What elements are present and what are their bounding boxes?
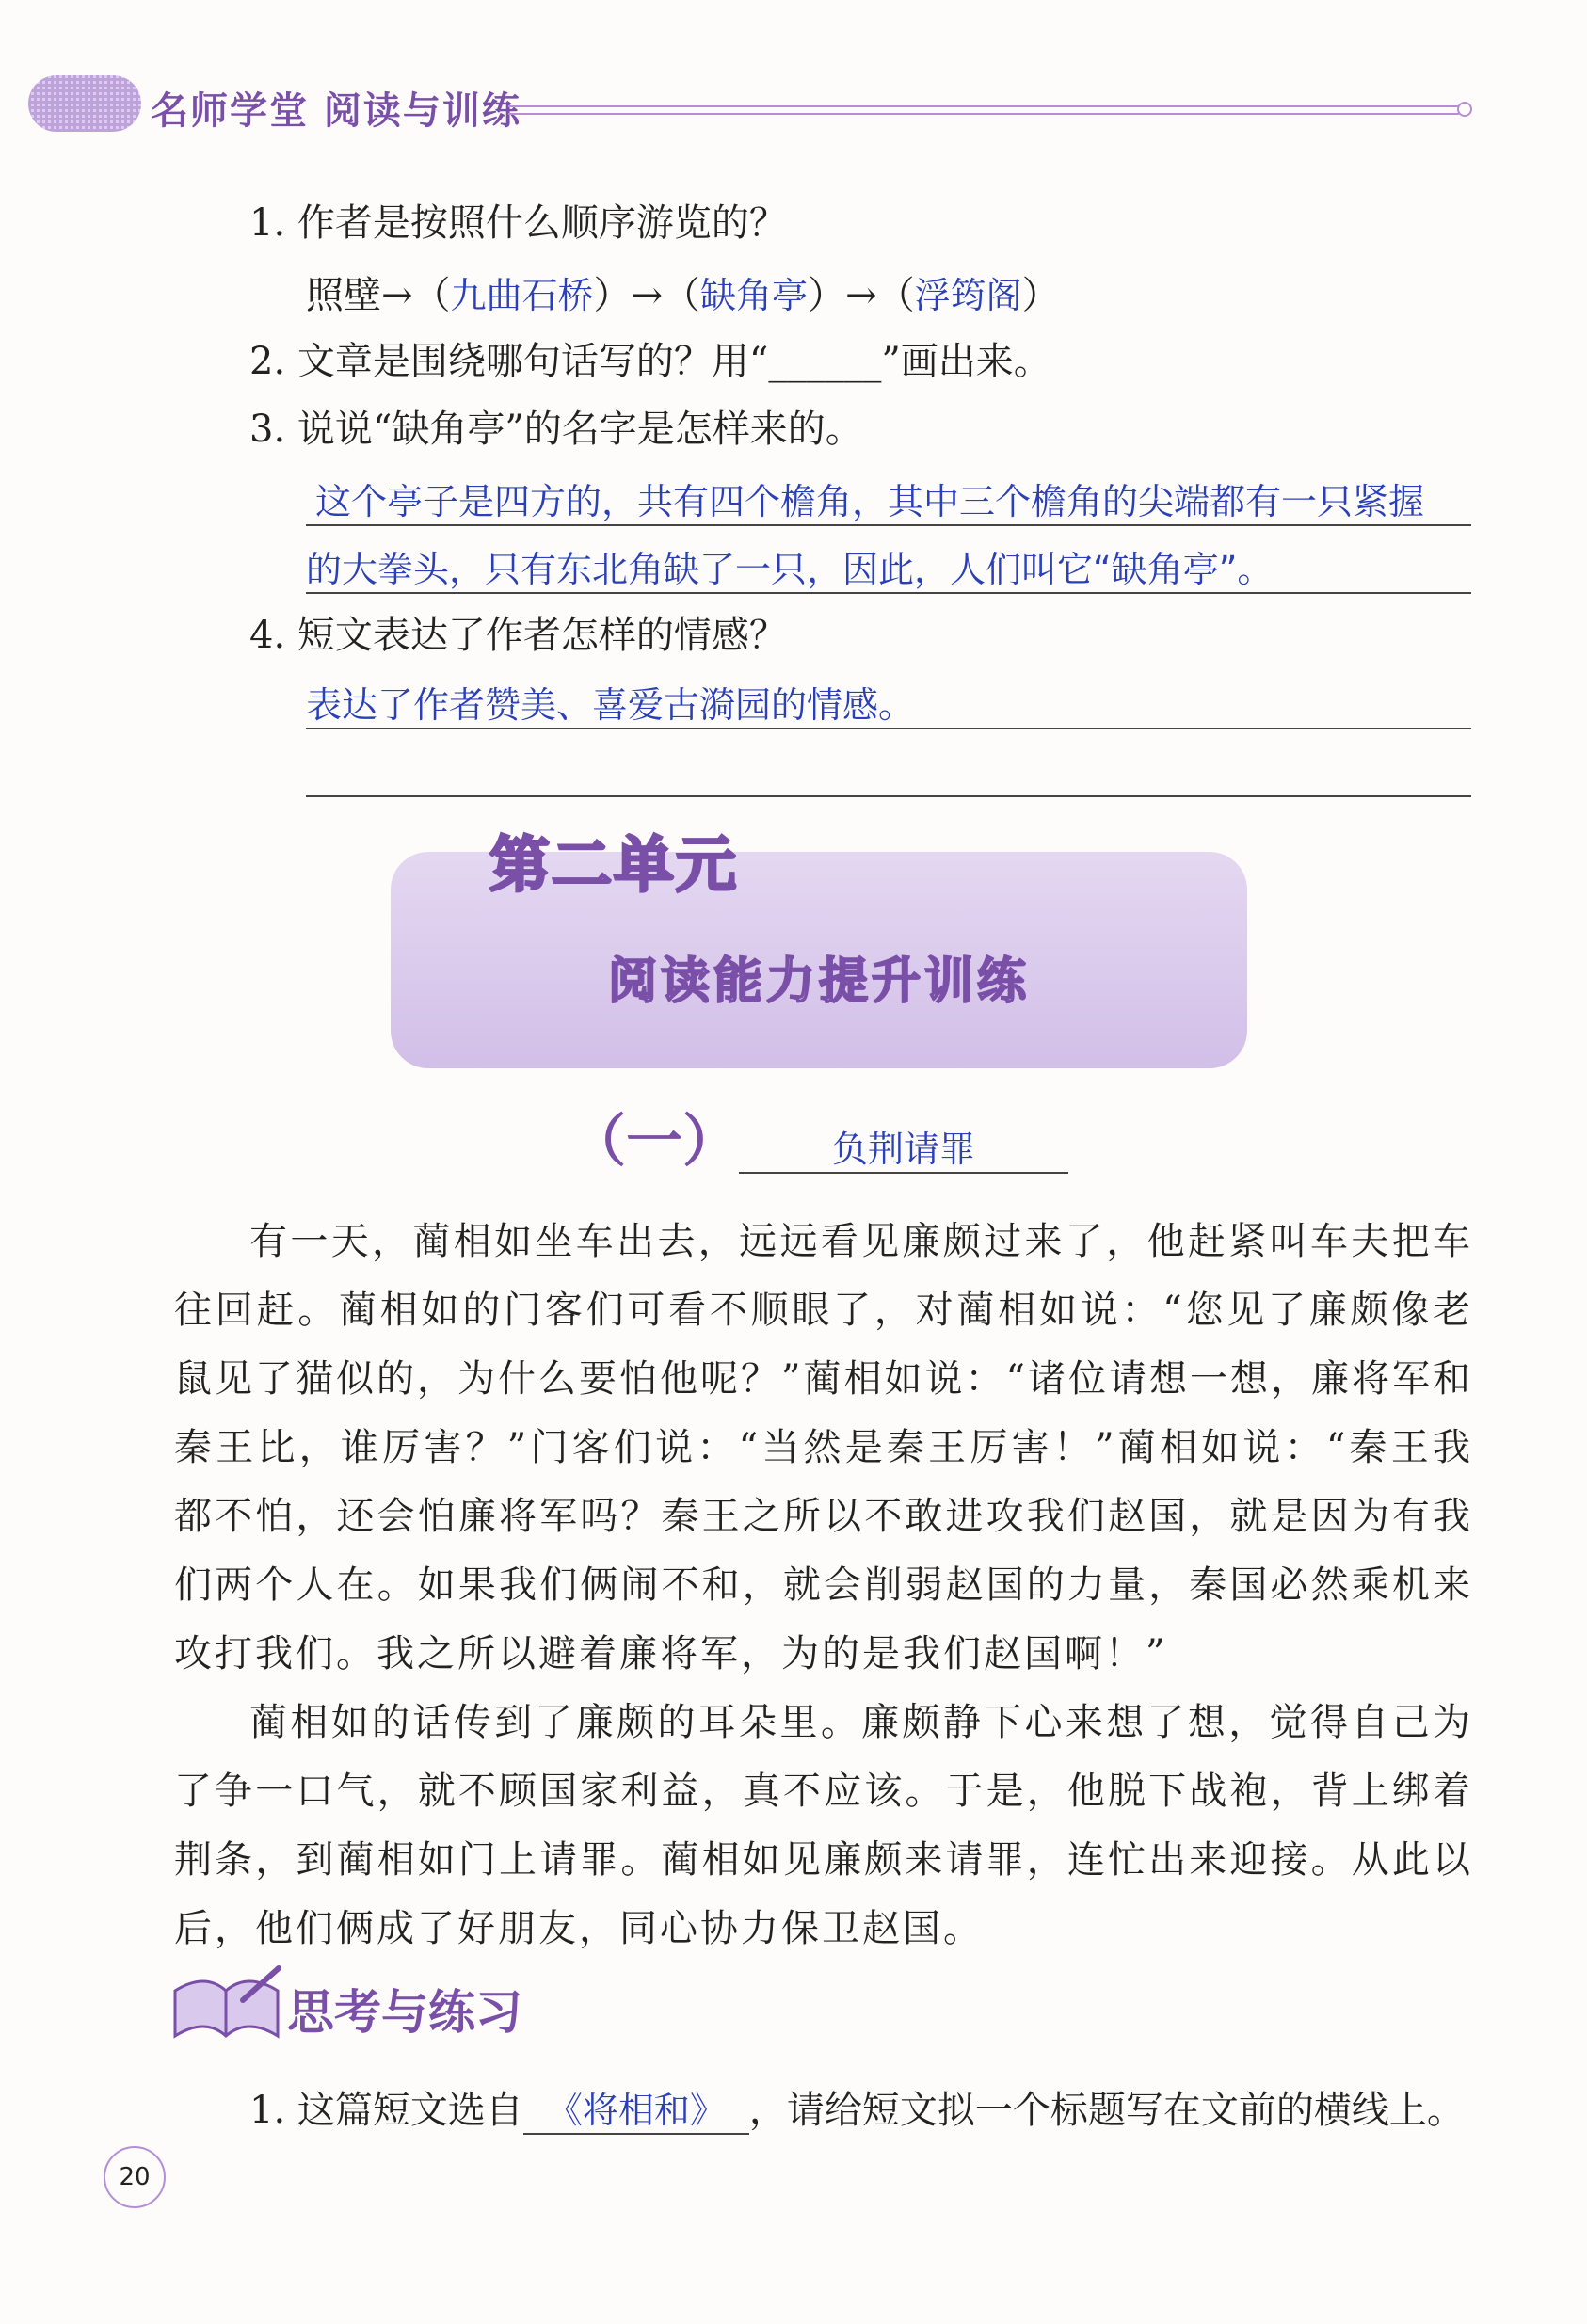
q1-suffix: ） — [1021, 274, 1060, 317]
passage-paragraph-2: 蔺相如的话传到了廉颇的耳朵里。廉颇静下心来想了想，觉得自己为了争一口气，就不顾国家利益，真不应该。于是，他脱下战袍，背上绑着荆条，到蔺相如门上请罪。蔺相如见廉颇来请罪，连忙出来迎接。从此以后，他们俩成了好朋友，同心协力保卫赵国。 — [174, 1701, 1473, 1950]
practice-title: 思考与练习 — [287, 1985, 522, 2040]
practice-q1-answer: 《将相和》 — [523, 2088, 749, 2135]
q1-answer-3: 浮筠阁 — [914, 275, 1022, 316]
practice-q1-suffix: ，请给短文拟一个标题写在文前的横线上。 — [748, 2089, 1465, 2132]
question-4-answer: 表达了作者赞美、喜爱古漪园的情感。 — [306, 684, 915, 726]
page-number: 20 — [104, 2146, 166, 2208]
q1-mid-2: ）→（ — [808, 274, 915, 317]
q1-prefix: 照壁→（ — [306, 274, 451, 317]
notebook-icon — [168, 1963, 285, 2043]
header-rule — [508, 105, 1459, 115]
question-3-answer-line-1: 这个亭子是四方的，共有四个檐角，其中三个檐角的尖端都有一只紧握 — [315, 481, 1425, 522]
section-title: 负荆请罪 — [831, 1129, 975, 1170]
passage-paragraph-1: 有一天，蔺相如坐车出去，远远看见廉颇过来了，他赶紧叫车夫把车往回赶。蔺相如的门客们可看不顺眼了，对蔺相如说：“您见了廉颇像老鼠见了猫似的，为什么要怕他呢？”蔺相如说：“诸位请想一想，廉将军和秦王比，谁厉害？”门客们说：“当然是秦王厉害！”蔺相如说：“秦王我都不怕，还会怕廉将军吗？秦王之所以不敢进攻我们赵国，就是因为有我们两个人在。如果我们俩闹不和，就会削弱赵国的力量，秦国必然乘机来攻打我们。我之所以避着廉将军，为的是我们赵国啊！” — [174, 1220, 1473, 1675]
question-3-answer-line-2: 的大拳头，只有东北角缺了一只，因此，人们叫它“缺角亭”。 — [306, 549, 1274, 590]
section-number: （一） — [569, 1109, 739, 1175]
header-decoration — [28, 75, 141, 132]
answer-rule — [306, 592, 1471, 594]
unit-subtitle: 阅读能力提升训练 — [607, 954, 1030, 1010]
question-1: 1. 作者是按照什么顺序游览的？ — [249, 201, 787, 245]
answer-rule — [306, 524, 1471, 526]
question-1-answer-line — [306, 273, 1060, 318]
q1-answer-1: 九曲石桥 — [450, 275, 594, 316]
q1-mid-1: ）→（ — [593, 274, 701, 317]
unit-tag: 第二单元 — [489, 831, 738, 901]
question-4: 4. 短文表达了作者怎样的情感？ — [249, 614, 787, 657]
question-2: 2. 文章是围绕哪句话写的？用“______”画出来。 — [249, 340, 1051, 383]
header-title: 名师学堂 阅读与训练 — [151, 89, 521, 133]
answer-rule — [306, 728, 1471, 729]
practice-q1-prefix: 1. 这篇短文选自 — [249, 2089, 523, 2132]
question-3: 3. 说说“缺角亭”的名字是怎样来的。 — [249, 408, 863, 451]
answer-rule — [306, 795, 1471, 797]
header-rule-end — [1457, 102, 1472, 117]
q1-answer-2: 缺角亭 — [700, 275, 809, 316]
title-underline — [739, 1172, 1068, 1174]
practice-question-1 — [249, 2088, 1465, 2135]
